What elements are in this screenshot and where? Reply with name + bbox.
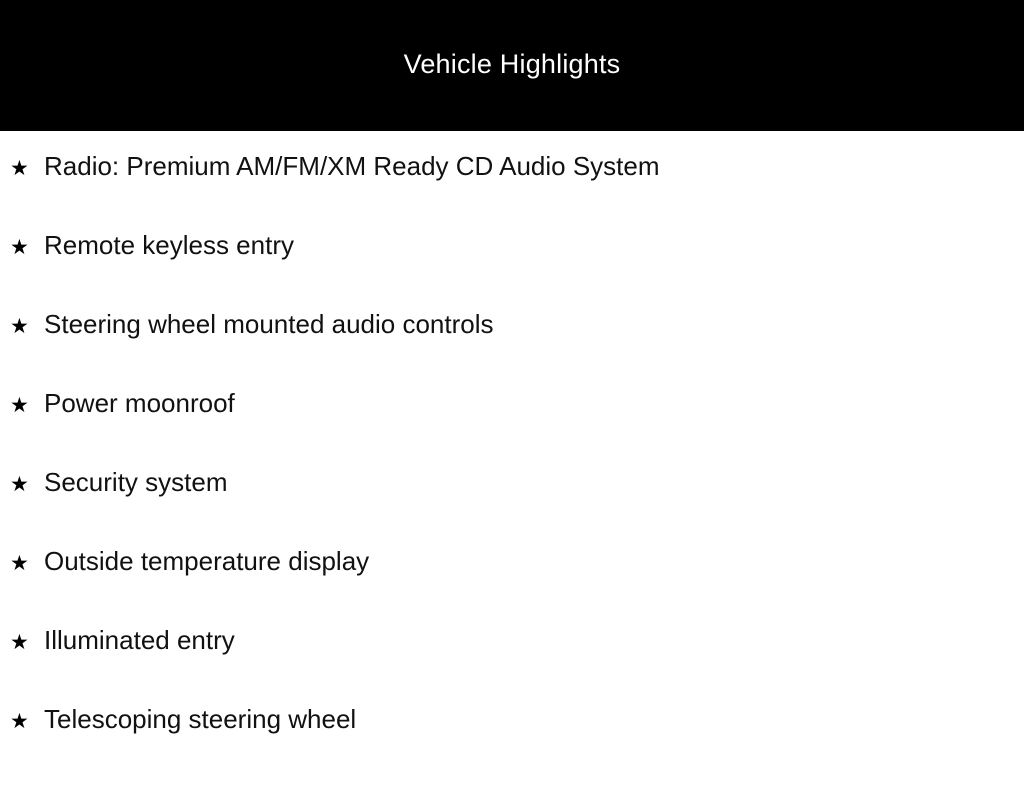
list-item-label: Telescoping steering wheel [44,704,357,734]
list-item-label: Security system [44,467,228,497]
header-bar [0,0,1024,131]
list-item [0,469,1024,548]
star-icon: ★ [10,631,29,654]
list-item [0,627,1024,706]
vehicle-highlights-list [0,131,1024,785]
list-item-label: Remote keyless entry [44,230,294,260]
star-icon: ★ [10,710,29,733]
list-item [0,548,1024,627]
list-item [0,390,1024,469]
star-icon: ★ [10,394,29,417]
star-icon: ★ [10,473,29,496]
list-item-label: Radio: Premium AM/FM/XM Ready CD Audio System [44,151,660,181]
star-icon: ★ [10,315,29,338]
star-icon: ★ [10,552,29,575]
star-icon: ★ [10,236,29,259]
list-item [0,706,1024,785]
list-item-label: Steering wheel mounted audio controls [44,309,494,339]
list-item [0,153,1024,232]
list-item-label: Illuminated entry [44,625,235,655]
list-item-label: Outside temperature display [44,546,370,576]
list-item [0,232,1024,311]
star-icon: ★ [10,157,29,180]
page-title: Vehicle Highlights [403,49,621,79]
list-item-label: Power moonroof [44,388,235,418]
list-item [0,311,1024,390]
